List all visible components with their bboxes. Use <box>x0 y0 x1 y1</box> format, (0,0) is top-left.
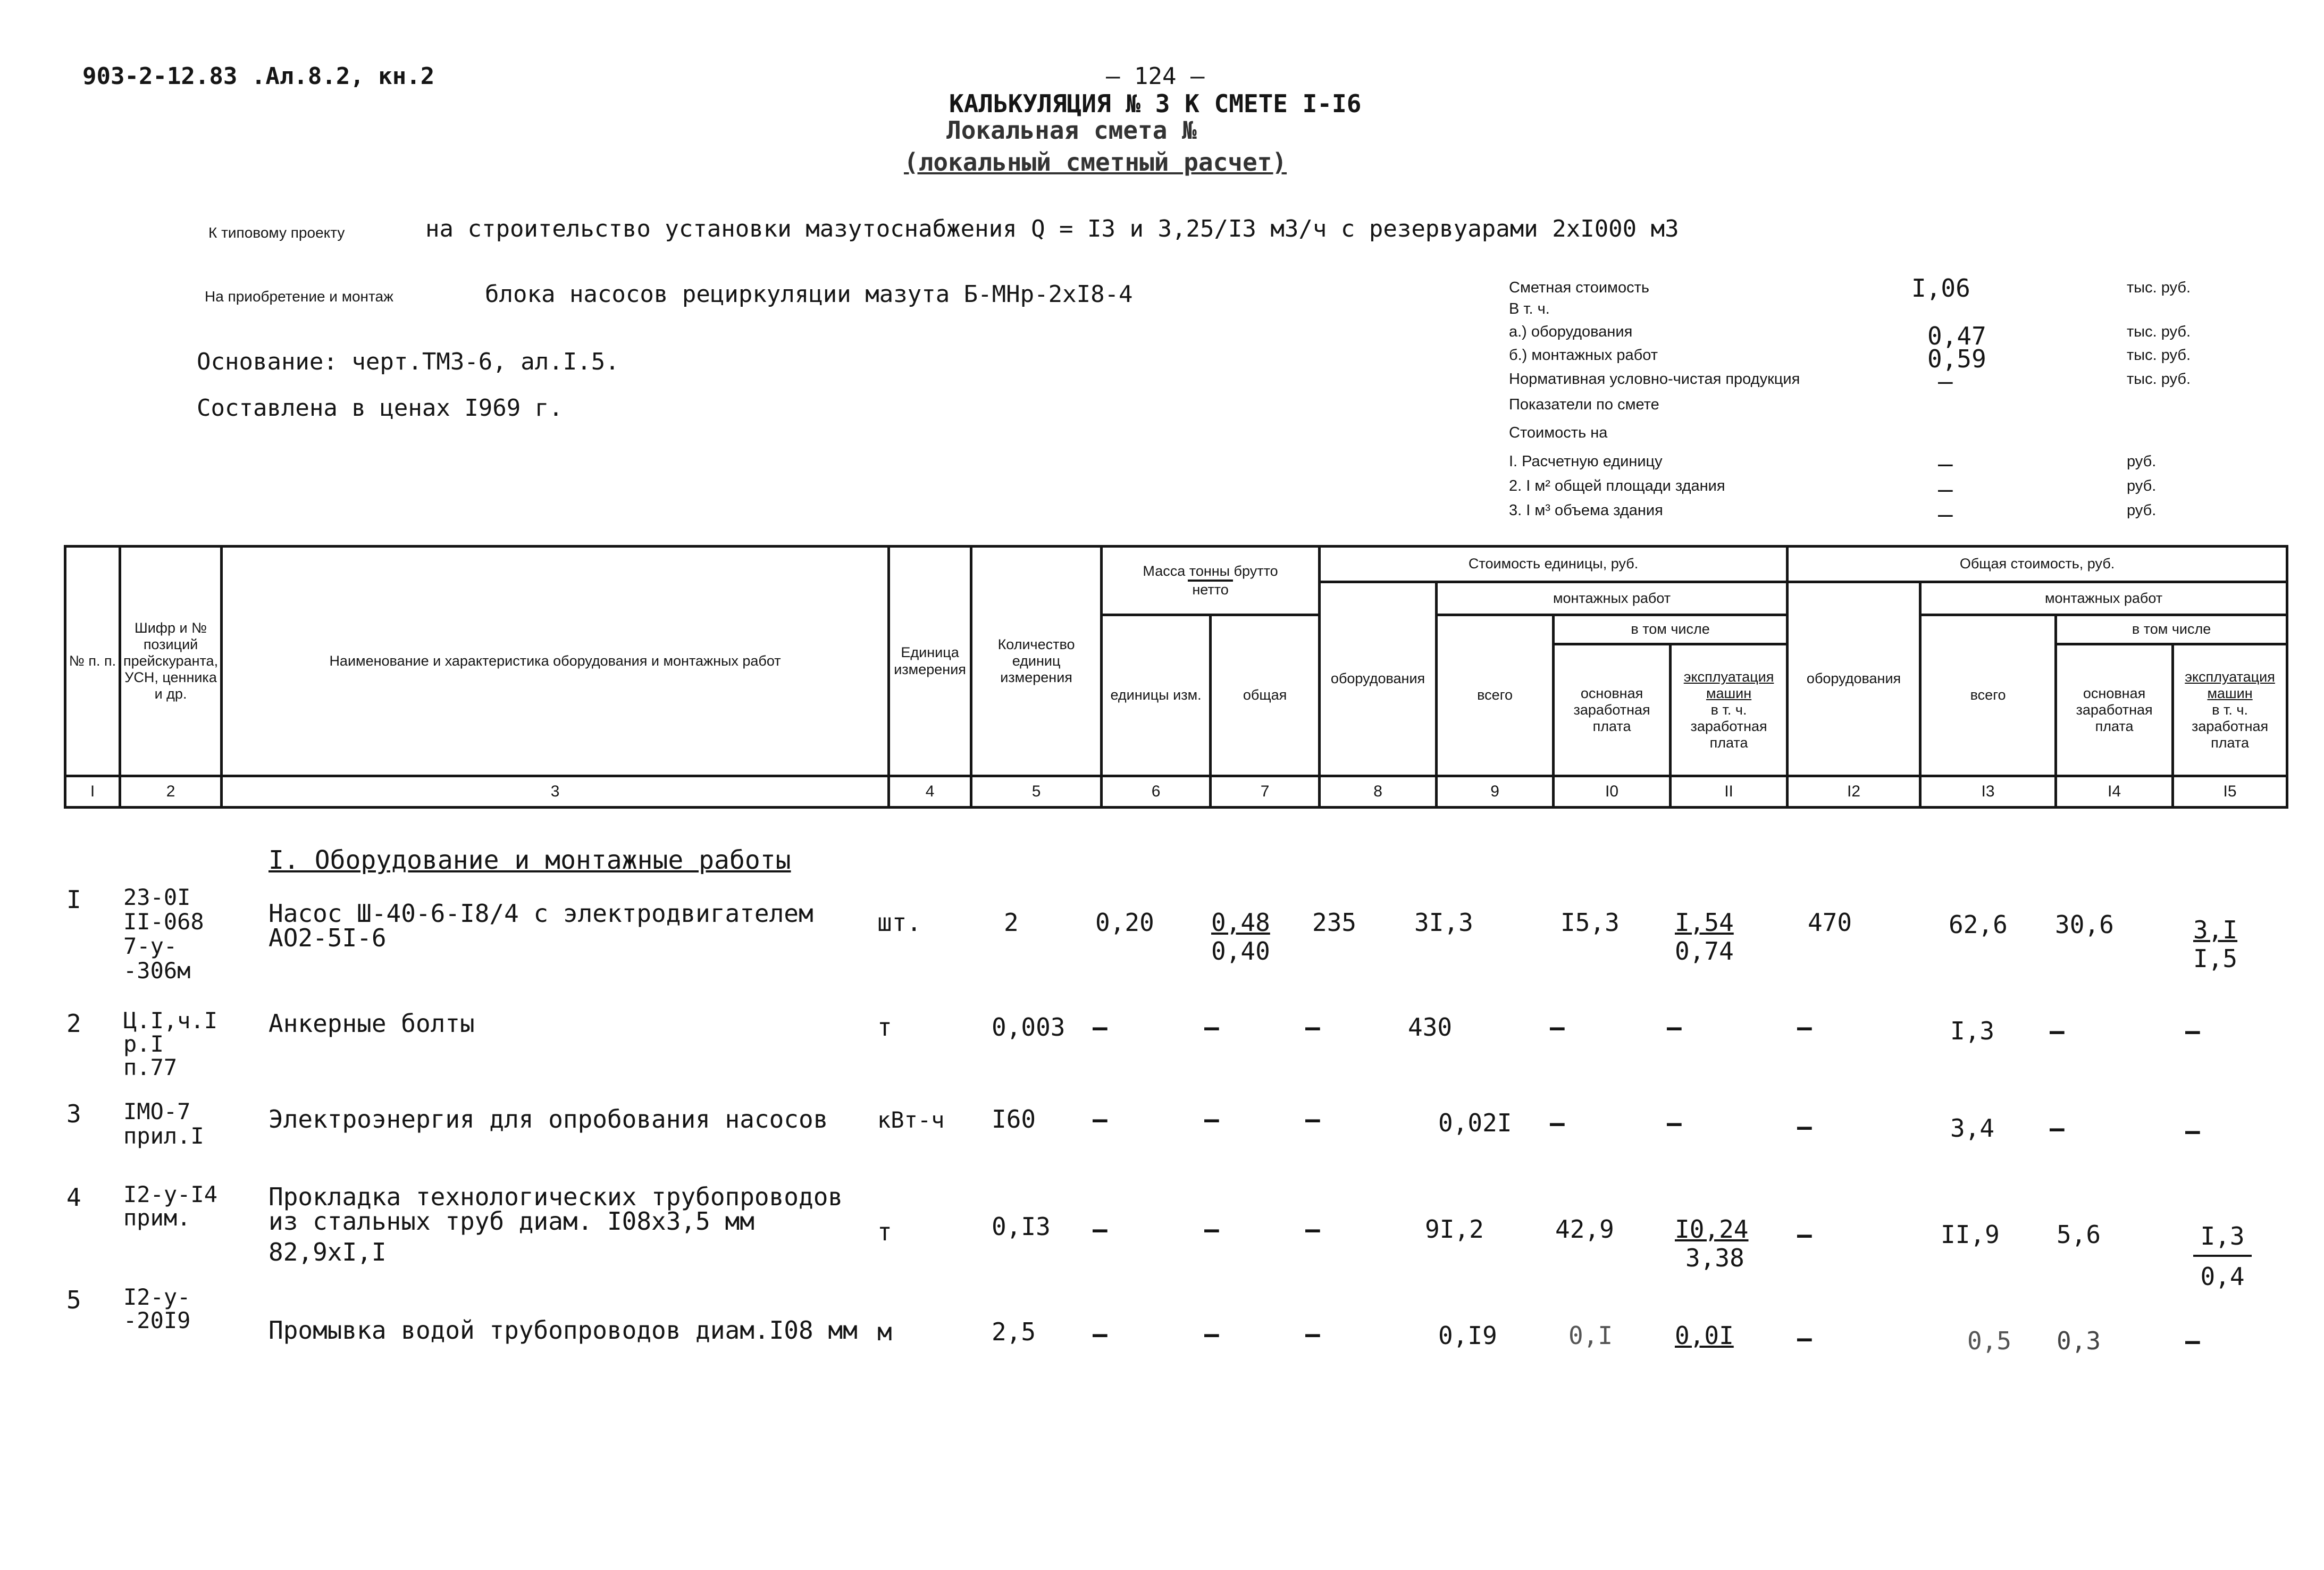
col-number: II <box>1671 776 1788 808</box>
per-unit-value: — <box>1938 449 1953 478</box>
per-area-unit: руб. <box>2127 477 2157 494</box>
col-header-total-install: монтажных работ <box>1920 582 2287 615</box>
machine-salary-value: 0,74 <box>1675 937 1734 965</box>
equipment-cost-label: а.) оборудования <box>1509 323 1633 340</box>
col-header-unit-cost: Стоимость единицы, руб. <box>1320 547 1788 582</box>
row-unit-install-total: 430 <box>1408 1013 1453 1042</box>
code-line: I2-у- <box>123 1284 191 1310</box>
name-line: АО2-5I-6 <box>269 923 387 952</box>
row-total-equipment: 470 <box>1808 908 1852 937</box>
col-header-unit-incl: в том числе <box>1554 615 1788 644</box>
row-total-install-total: 0,5 <box>1967 1326 2012 1355</box>
prices-text: Составлена в ценах I969 г. <box>197 394 563 422</box>
row-name <box>269 1105 828 1134</box>
row-quantity: 2 <box>1004 908 1019 937</box>
code-line: прим. <box>123 1205 191 1231</box>
col-header-unit-install-total: всего <box>1437 615 1554 776</box>
installation-cost-value: 0,59 <box>1927 345 1986 373</box>
code-line: Ц.I,ч.I <box>123 1008 218 1034</box>
row-total-base-salary: 5,6 <box>2057 1220 2101 1249</box>
cost-per-label: Стоимость на <box>1509 424 1608 441</box>
col-header-unit: Единица измерения <box>889 547 971 776</box>
row-unit: т <box>877 1013 892 1042</box>
row-code <box>123 885 204 983</box>
machine-op-value: 0,0I <box>1675 1321 1734 1350</box>
col-header-total-mass: общая <box>1211 615 1320 776</box>
row-total-install-total: 3,4 <box>1950 1114 1995 1143</box>
machine-op-label: эксплуатация машин <box>1683 668 1774 701</box>
row-unit: т <box>877 1218 892 1246</box>
col-header-mass-group <box>1102 547 1320 615</box>
page-number: — 124 — <box>1106 63 1205 90</box>
col-header-unit-base-salary: основная заработная плата <box>1554 644 1671 776</box>
row-unit-machine: — <box>1667 1109 1682 1137</box>
row-unit-base-salary: — <box>1550 1109 1565 1137</box>
row-mass-total: — <box>1204 1105 1219 1134</box>
including-label: В т. ч. <box>1509 300 1550 317</box>
col-number: I3 <box>1920 776 2056 808</box>
per-volume-unit: руб. <box>2127 502 2157 519</box>
mass-netto-label: нетто <box>1188 580 1232 598</box>
col-header-name: Наименование и характеристика оборудования и монтажных работ <box>222 547 889 776</box>
col-number: I <box>65 776 120 808</box>
row-total-base-salary: — <box>2050 1017 2065 1045</box>
row-mass-unit: — <box>1093 1320 1108 1348</box>
code-line: прил.I <box>123 1123 204 1149</box>
row-number: I <box>66 885 81 914</box>
row-unit-equipment: — <box>1305 1105 1320 1134</box>
row-total-base-salary: 0,3 <box>2057 1326 2101 1355</box>
row-unit: кВт-ч <box>877 1107 945 1133</box>
row-mass-unit: — <box>1093 1215 1108 1244</box>
row-number: 5 <box>66 1286 81 1314</box>
row-total-machine <box>2193 916 2237 973</box>
row-total-install-total: 62,6 <box>1949 910 2008 939</box>
col-number: I0 <box>1554 776 1671 808</box>
estimated-cost-unit: тыс. руб. <box>2127 279 2191 296</box>
per-unit-unit: руб. <box>2127 453 2157 470</box>
machine-op-value: I,54 <box>1675 908 1734 937</box>
row-code <box>123 1099 204 1148</box>
machine-salary-label: в т. ч. заработная плата <box>1690 701 1767 751</box>
row-mass-total: — <box>1204 1013 1219 1042</box>
name-line-formula: 82,9хI,I <box>269 1238 387 1266</box>
per-volume-label: 3. I м³ объема здания <box>1509 502 1663 519</box>
col-header-quantity: Количество единиц измерения <box>971 547 1102 776</box>
row-name <box>269 901 813 950</box>
estimated-cost-value: I,06 <box>1911 274 1970 303</box>
row-total-base-salary: — <box>2050 1114 2065 1143</box>
col-number: 6 <box>1102 776 1211 808</box>
normative-value: — <box>1938 367 1953 396</box>
col-number: 8 <box>1320 776 1437 808</box>
col-header-total-cost: Общая стоимость, руб. <box>1788 547 2287 582</box>
col-number: 2 <box>120 776 222 808</box>
estimate-table-header <box>64 545 2288 809</box>
page-subtitle: Локальная смета № <box>946 116 1197 145</box>
row-total-equipment: — <box>1797 1112 1812 1141</box>
row-unit-base-salary: 42,9 <box>1555 1215 1614 1244</box>
row-quantity: 0,I3 <box>992 1212 1051 1241</box>
row-unit-equipment: — <box>1305 1013 1320 1042</box>
indicators-label: Показатели по смете <box>1509 396 1659 413</box>
row-number: 3 <box>66 1099 81 1128</box>
code-line: -20I9 <box>123 1307 191 1333</box>
row-unit-machine: — <box>1667 1013 1682 1042</box>
code-line: -306м <box>123 958 191 984</box>
row-mass-total: — <box>1204 1215 1219 1244</box>
row-quantity: 2,5 <box>992 1317 1036 1346</box>
estimated-cost-label: Сметная стоимость <box>1509 279 1649 296</box>
machine-salary-value: 3,38 <box>1685 1244 1744 1272</box>
code-line: п.77 <box>123 1054 178 1080</box>
col-header-total-incl: в том числе <box>2056 615 2287 644</box>
row-number: 2 <box>66 1009 81 1038</box>
row-unit-equipment: — <box>1305 1215 1320 1244</box>
name-line: Насос Ш-40-6-I8/4 с электродвигателем <box>269 899 813 928</box>
row-name <box>269 1182 843 1266</box>
section-title-text: I. Оборудование и монтажные работы <box>269 845 791 875</box>
mass-total-brutto: 0,48 <box>1211 908 1270 937</box>
machine-op-value: 3,I <box>2193 916 2238 944</box>
per-unit-label: I. Расчетную единицу <box>1509 453 1663 470</box>
typical-project-text: на строительство установки мазутоснабжения Q = I3 и 3,25/I3 м3/ч с резервуарами 2хI000 м3 <box>425 215 1679 242</box>
per-area-value: — <box>1938 475 1953 503</box>
col-header-unit-install: монтажных работ <box>1437 582 1788 615</box>
row-mass-unit: — <box>1093 1013 1108 1042</box>
code-line: 7-у- <box>123 933 178 959</box>
col-header-number: № п. п. <box>65 547 120 776</box>
row-mass-unit: 0,20 <box>1095 908 1154 937</box>
name-line: из стальных труб диам. I08х3,5 мм <box>269 1207 754 1236</box>
row-total-install-total: I,3 <box>1950 1017 1995 1045</box>
row-unit-machine <box>1675 908 1734 965</box>
col-number: 7 <box>1211 776 1320 808</box>
col-header-total-base-salary: основная заработная плата <box>2056 644 2173 776</box>
row-code <box>123 1286 190 1332</box>
mass-total-netto: 0,40 <box>1211 937 1270 965</box>
row-total-install-total: II,9 <box>1941 1220 2000 1249</box>
col-number: 9 <box>1437 776 1554 808</box>
col-header-unit-mass: единицы изм. <box>1102 615 1211 776</box>
col-number: I5 <box>2173 776 2287 808</box>
name-line: Промывка водой трубопроводов диам.I08 мм <box>269 1316 858 1345</box>
col-number: 3 <box>222 776 889 808</box>
row-code <box>123 1009 217 1079</box>
col-header-code: Шифр и № позиций прейскуранта, УСН, ценника и др. <box>120 547 222 776</box>
section-title <box>269 845 791 875</box>
row-quantity: 0,003 <box>992 1013 1065 1042</box>
row-name <box>269 1009 475 1038</box>
normative-label: Нормативная условно-чистая продукция <box>1509 371 1800 388</box>
code-line: I2-у-I4 <box>123 1181 218 1207</box>
col-number: I2 <box>1788 776 1920 808</box>
row-code <box>123 1183 217 1230</box>
row-total-machine <box>2193 1222 2252 1291</box>
row-total-base-salary: 30,6 <box>2055 910 2114 939</box>
name-line: Прокладка технологических трубопроводов <box>269 1182 843 1211</box>
row-unit-install-total: 0,02I <box>1438 1109 1512 1137</box>
normative-unit: тыс. руб. <box>2127 371 2191 388</box>
row-total-equipment: — <box>1797 1324 1812 1353</box>
row-mass-unit: — <box>1093 1105 1108 1134</box>
row-unit-machine <box>1675 1321 1734 1350</box>
row-unit-equipment: — <box>1305 1320 1320 1348</box>
row-number: 4 <box>66 1183 81 1212</box>
per-volume-value: — <box>1938 500 1953 528</box>
code-line: р.I <box>123 1031 164 1057</box>
col-number: 5 <box>971 776 1102 808</box>
machine-salary-label: в т. ч. заработная плата <box>2191 701 2269 751</box>
row-total-machine: — <box>2185 1326 2200 1355</box>
row-unit-install-total: 3I,3 <box>1414 908 1473 937</box>
row-mass-total <box>1211 908 1270 965</box>
typical-project-label: К типовому проекту <box>208 224 345 241</box>
machine-op-label: эксплуатация машин <box>2185 668 2275 701</box>
col-number: 4 <box>889 776 971 808</box>
equipment-cost-value: 0,47 <box>1927 322 1986 350</box>
machine-salary-value: 0,4 <box>2193 1255 2252 1291</box>
col-header-total-equipment: оборудования <box>1788 582 1920 776</box>
row-name <box>269 1316 858 1345</box>
basis-text: Основание: черт.ТМ3-6, ал.I.5. <box>197 348 619 375</box>
row-unit-install-total: 0,I9 <box>1438 1321 1497 1350</box>
installation-cost-unit: тыс. руб. <box>2127 347 2191 364</box>
row-unit-base-salary: I5,3 <box>1560 908 1620 937</box>
per-area-label: 2. I м² общей площади здания <box>1509 477 1725 494</box>
page-title: КАЛЬКУЛЯЦИЯ № 3 К СМЕТЕ I-I6 <box>949 89 1362 118</box>
name-line: Анкерные болты <box>269 1009 475 1038</box>
row-total-equipment: — <box>1797 1013 1812 1042</box>
page-subtitle-secondary: (локальный сметный расчет) <box>904 148 1287 177</box>
row-unit-install-total: 9I,2 <box>1425 1215 1484 1244</box>
col-header-total-install-total: всего <box>1920 615 2056 776</box>
row-total-machine: — <box>2185 1017 2200 1045</box>
col-header-unit-equipment: оборудования <box>1320 582 1437 776</box>
row-unit-equipment: 235 <box>1312 908 1357 937</box>
col-header-total-machine <box>2173 644 2287 776</box>
installation-cost-label: б.) монтажных работ <box>1509 347 1658 364</box>
purchase-text: блока насосов рециркуляции мазута Б-МНр-2хI8-4 <box>485 281 1133 308</box>
code-line: 23-0I <box>123 884 191 910</box>
machine-salary-value: I,5 <box>2193 944 2238 973</box>
purchase-label: На приобретение и монтаж <box>205 288 393 305</box>
col-header-unit-machine <box>1671 644 1788 776</box>
code-line: IМО-7 <box>123 1098 191 1124</box>
row-quantity: I60 <box>992 1105 1036 1134</box>
row-unit-base-salary: 0,I <box>1568 1321 1613 1350</box>
row-unit-base-salary: — <box>1550 1013 1565 1042</box>
machine-op-value: I,3 <box>2200 1222 2245 1250</box>
row-unit: шт. <box>877 908 922 937</box>
row-total-machine: — <box>2185 1116 2200 1145</box>
document-reference: 903-2-12.83 .Ал.8.2, кн.2 <box>82 63 435 90</box>
name-line: Электроэнергия для опробования насосов <box>269 1105 828 1134</box>
row-unit: м <box>877 1317 892 1346</box>
machine-op-value: I0,24 <box>1675 1215 1749 1244</box>
equipment-cost-unit: тыс. руб. <box>2127 323 2191 340</box>
code-line: II-068 <box>123 909 204 935</box>
row-total-equipment: — <box>1797 1220 1812 1249</box>
row-unit-machine <box>1675 1215 1748 1272</box>
row-mass-total: — <box>1204 1320 1219 1348</box>
col-number: I4 <box>2056 776 2173 808</box>
mass-brutto-label: Масса тонны брутто <box>1143 562 1278 579</box>
